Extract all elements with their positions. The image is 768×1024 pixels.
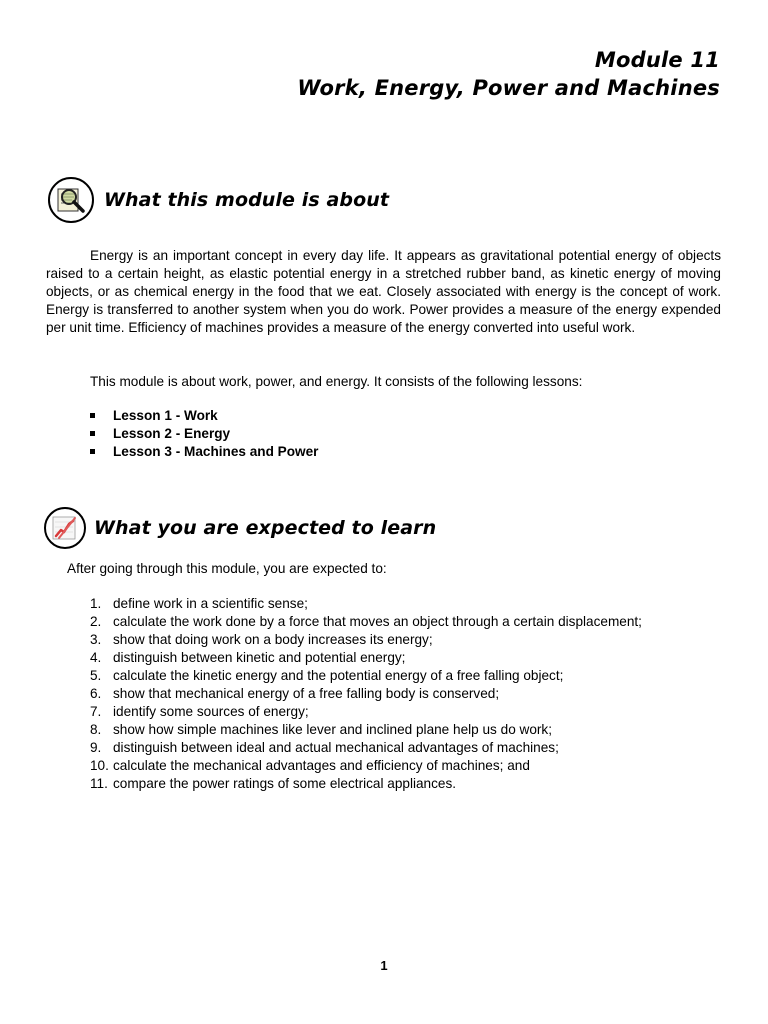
lesson-list: [90, 407, 318, 461]
module-header: [297, 46, 720, 102]
list-item: 11. compare the power ratings of some electrical appliances.: [90, 776, 457, 791]
bullet-icon: [90, 431, 95, 436]
section-about-title: What this module is about: [104, 189, 390, 211]
intro-paragraph: Energy is an important concept in every day life. It appears as gravitational potential energy of objects raised to a certain height, as elastic potential energy in a stretched rubber band, as kinetic energy of moving objects, or as chemical energy in the food that we eat. Closely associated with energy is the concept of work. Energy is transferred to another system when you do work. Power provides a measure of the energy expended per unit time. Efficiency of machines provides a measure of the energy converted into useful work.: [46, 248, 721, 335]
list-item: 9. distinguish between ideal and actual mechanical advantages of machines;: [90, 740, 559, 755]
section-learn-title: What you are expected to learn: [94, 517, 437, 539]
list-item: 3. show that doing work on a body increases its energy;: [90, 632, 433, 647]
list-item: Lesson 2 - Energy: [90, 425, 318, 443]
list-item: 6. show that mechanical energy of a free falling body is conserved;: [90, 686, 500, 701]
list-item: 2. calculate the work done by a force that moves an object through a certain displacement;: [90, 614, 642, 629]
list-item: 10. calculate the mechanical advantages and efficiency of machines; and: [90, 758, 530, 773]
list-item: 4. distinguish between kinetic and potential energy;: [90, 650, 406, 665]
objectives-intro: After going through this module, you are expected to:: [67, 561, 387, 576]
pencil-chart-icon: [44, 507, 86, 549]
list-item: 7. identify some sources of energy;: [90, 704, 309, 719]
list-item: 1. define work in a scientific sense;: [90, 596, 308, 611]
module-number: Module 11: [594, 48, 720, 72]
list-item: 5. calculate the kinetic energy and the potential energy of a free falling object;: [90, 668, 564, 683]
magnifier-document-icon: [48, 177, 94, 223]
lessons-intro: This module is about work, power, and energy. It consists of the following lessons:: [90, 374, 583, 389]
section-about-heading: [48, 177, 389, 223]
bullet-icon: [90, 413, 95, 418]
bullet-icon: [90, 449, 95, 454]
module-title: Work, Energy, Power and Machines: [297, 76, 720, 100]
objectives-list: [90, 595, 642, 793]
list-item: 8. show how simple machines like lever and inclined plane help us do work;: [90, 722, 553, 737]
section-learn-heading: [44, 507, 436, 549]
list-item: Lesson 1 - Work: [90, 407, 318, 425]
list-item: Lesson 3 - Machines and Power: [90, 443, 318, 461]
page-number: 1: [380, 958, 388, 973]
